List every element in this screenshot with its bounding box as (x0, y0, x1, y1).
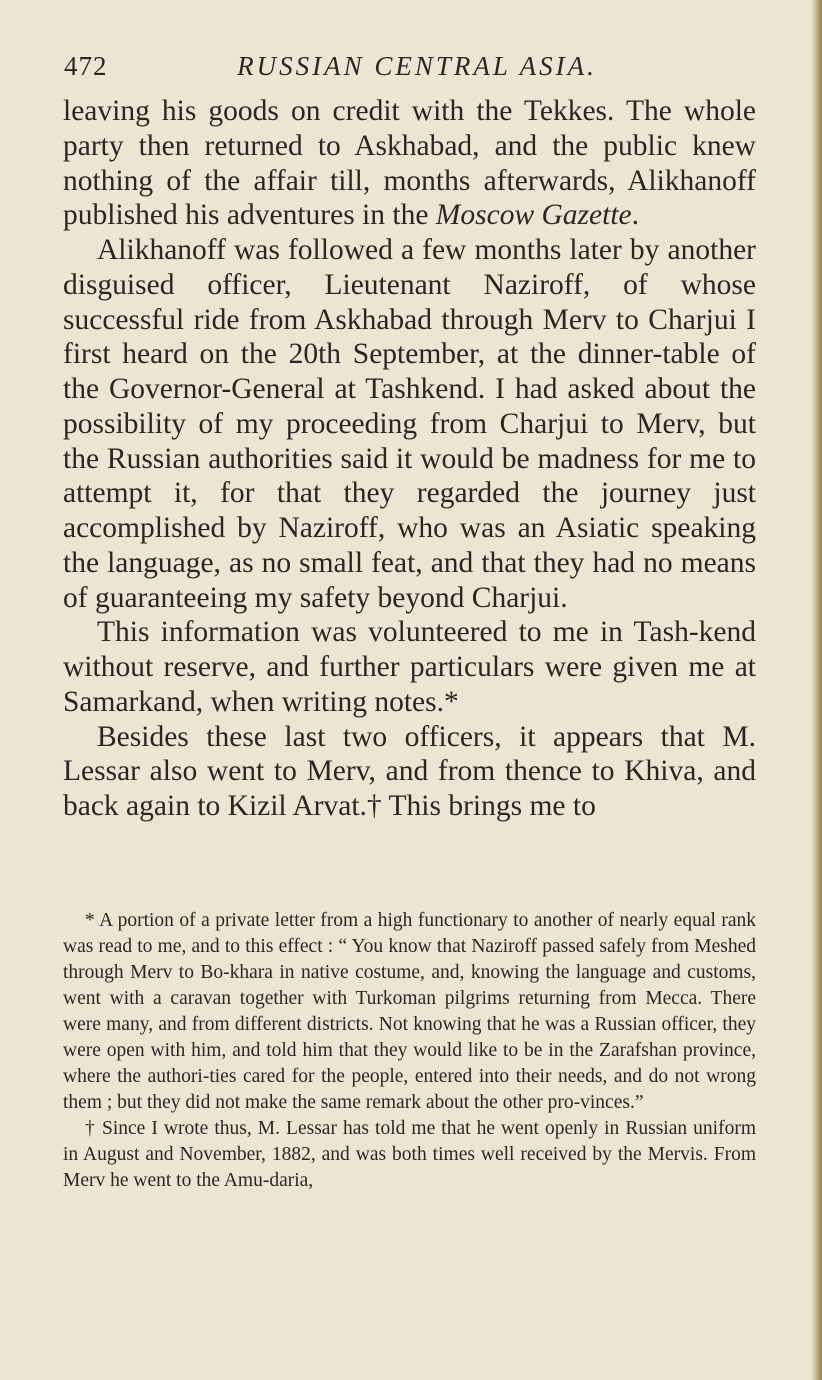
body-paragraph-2: Alikhanoff was followed a few months later by another disguised officer, Lieutenant Naziroff, of whose successful ride from Askhabad through Merv to Charjui I first heard on the 20th September, at the dinner-table of the Governor-General at Tashkend. I had asked about the possibility of my proceeding from Charjui to Merv, but the Russian authorities said it would be madness for me to attempt it, for that they regarded the journey just accomplished by Naziroff, who was an Asiatic speaking the language, as no small feat, and that they had no means of guaranteeing my safety beyond Charjui. (63, 234, 756, 614)
footnote-dagger: † Since I wrote thus, M. Lessar has told me that he went openly in Russian uniform in August and November, 1882, and was both times well received by the Mervis. From Merv he went to the Amu-daria, (63, 1118, 756, 1191)
newspaper-title: Moscow Gazette (435, 199, 632, 232)
paragraph-1-text: leaving his goods on credit with the Tekkes. The whole party then returned to Askhabad, and the public knew nothing of the affair till, months afterwards, Alikhanoff published his adventures in the (63, 95, 756, 232)
paragraph-1-end: . (631, 199, 639, 232)
body-paragraph-4: Besides these last two officers, it appears that M. Lessar also went to Merv, and from thence to Khiva, and back again to Kizil Arvat.† This brings me to (63, 720, 756, 822)
body-text (63, 94, 756, 824)
footnotes (63, 908, 756, 1194)
footnote-asterisk: * A portion of a private letter from a high functionary to another of nearly equal rank was read to me, and to this effect : “ You know that Naziroff passed safely from Meshed through Merv to Bo-khara in native costume, and, knowing the language and customs, went with a caravan together with Turkoman pilgrims returning from Mecca. There were many, and from different districts. Not knowing that he was a Russian officer, they were open with him, and told him that they would like to be in the Zarafshan province, where the authori-ties cared for the people, entered into their needs, and do not wrong them ; but they did not make the same remark about the other pro-vinces.” (63, 910, 756, 1113)
body-paragraph-3: This information was volunteered to me in Tash-kend without reserve, and further particulars were given me at Samarkand, when writing notes.* (63, 616, 756, 718)
body-paragraph-1 (63, 94, 756, 233)
running-title: RUSSIAN CENTRAL ASIA. (237, 51, 597, 81)
page-edge (812, 0, 822, 1380)
page-header (64, 48, 754, 84)
page-number: 472 (64, 51, 108, 81)
